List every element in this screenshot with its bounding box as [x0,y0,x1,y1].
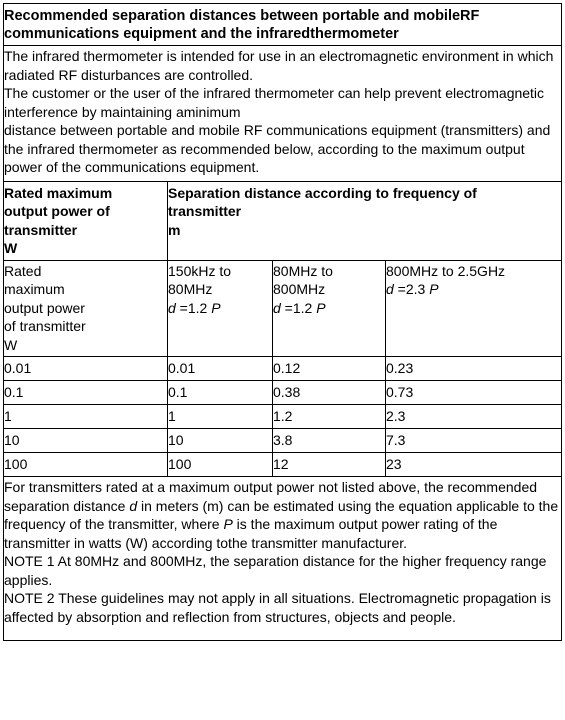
formula-variable: d [129,497,138,514]
formula-variable: P [211,299,221,316]
band-range: 800MHz [273,281,326,297]
table-row [4,381,562,405]
table-row [4,453,562,477]
distance-cell-band2: 0.38 [273,381,386,405]
distance-cell-band2: 0.12 [273,357,386,381]
table-row [4,429,562,453]
power-cell: 1 [4,405,168,429]
power-cell: 100 [4,453,168,477]
intro-paragraph-1: The infrared thermometer is intended for use in an electromagnetic environment in which radiated RF disturbances are controlled. [4,48,554,83]
formula-variable: d [386,281,394,297]
subheader-line: W [4,336,18,353]
distance-cell-band3: 23 [386,453,562,477]
subheader-line: Rated [4,262,42,279]
band-range: 80MHz to [273,262,333,279]
subheader-rated-power [4,260,168,357]
footer-text: For transmitters rated at a maximum output power not listed above, the recommended separation distance [4,479,538,514]
header-separation-distance [168,181,562,260]
power-cell: 10 [4,429,168,453]
formula-variable: P [316,299,326,316]
distance-cell-band3: 0.73 [386,381,562,405]
distance-cell-band1: 10 [168,429,273,453]
note-2: NOTE 2 These guidelines may not apply in all situations. Electromagnetic propagation is affected by absorption and reflection from structures, objects and people. [4,590,551,625]
band-800mhz-2-5ghz [386,260,562,357]
formula-variable: d [273,299,281,316]
separation-distance-table [3,3,562,641]
subheader-line: maximum [4,281,65,297]
band-formula [273,299,383,318]
distance-cell-band1: 100 [168,453,273,477]
intro-paragraph-2: The customer or the user of the infrared thermometer can help prevent electromagnetic interference by maintaining aminimum [4,85,545,120]
document-page [3,3,562,641]
header-line: Rated maximum [4,184,113,201]
header-line: Separation distance according to frequency of [168,184,477,201]
table-row [4,405,562,429]
note-1: NOTE 1 At 80MHz and 800MHz, the separation distance for the higher frequency range applies. [4,553,547,588]
subheader-line: of transmitter [4,318,86,334]
subheader-row [4,260,562,357]
header-line: transmitter [168,203,242,219]
band-range: 150kHz to [168,262,232,279]
distance-cell-band3: 7.3 [386,429,562,453]
distance-cell-band3: 0.23 [386,357,562,381]
table-row [4,357,562,381]
header-line: transmitter [4,221,78,238]
distance-cell-band2: 12 [273,453,386,477]
footer-text: in meters (m) can be estimated using the equation applicable to the frequency of the transmitter, where [4,497,559,532]
column-header-row [4,181,562,260]
footer-row [4,477,562,641]
formula-variable: P [429,281,439,297]
formula-text: =2.3 [393,281,430,297]
band-150khz-80mhz [168,260,273,357]
distance-cell-band2: 3.8 [273,429,386,453]
band-formula [386,280,559,299]
intro-text [4,46,562,182]
footer-text: is the maximum output power rating of the transmitter in watts (W) according tothe transmitter manufacturer. [4,516,498,551]
distance-cell-band3: 2.3 [386,405,562,429]
power-cell: 0.01 [4,357,168,381]
power-cell: 0.1 [4,381,168,405]
formula-text: =1.2 [280,299,317,316]
band-formula [168,299,270,318]
header-rated-power [4,181,168,260]
header-line: m [168,221,181,238]
header-line: W [4,240,18,256]
table-title: Recommended separation distances between portable and mobileRF communications equipment and the infraredthermometer [4,4,562,46]
band-range: 80MHz [168,281,213,297]
footer-notes [4,477,562,641]
distance-cell-band1: 1 [168,405,273,429]
distance-cell-band1: 0.1 [168,381,273,405]
formula-variable: d [168,299,176,316]
intro-paragraph-3: distance between portable and mobile RF communications equipment (transmitters) and the infrared thermometer as recommended below, according to the maximum output power of the communications equipment. [4,122,551,175]
formula-text: =1.2 [175,299,212,316]
band-80mhz-800mhz [273,260,386,357]
band-range: 800MHz to 2.5GHz [386,262,506,279]
formula-variable: P [223,516,233,532]
header-line: output power of [4,203,110,219]
distance-cell-band1: 0.01 [168,357,273,381]
distance-cell-band2: 1.2 [273,405,386,429]
title-row [4,4,562,46]
intro-row [4,46,562,182]
footer-paragraph [4,478,559,552]
subheader-line: output power [4,299,85,316]
